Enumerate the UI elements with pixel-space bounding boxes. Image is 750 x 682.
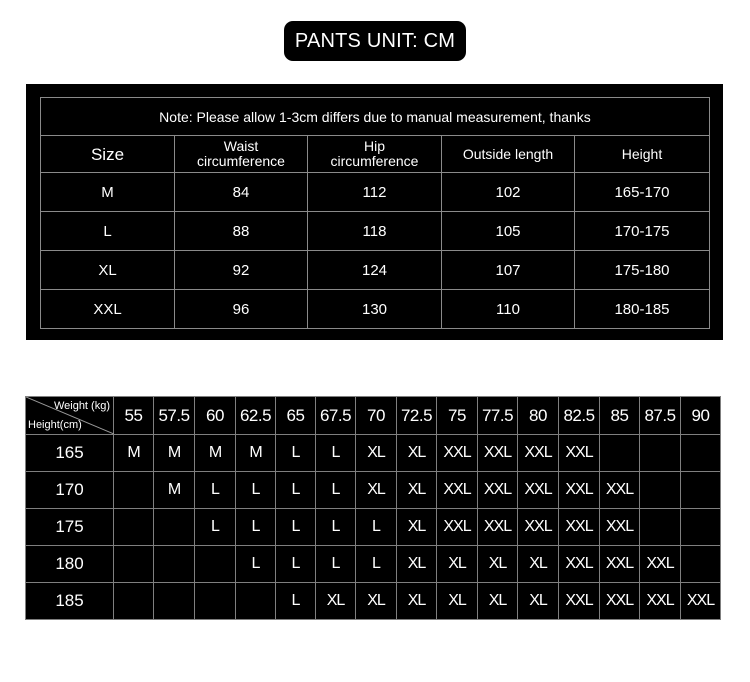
size-cell	[640, 472, 681, 509]
size-cell: XL	[518, 583, 559, 620]
measurement-cell: 102	[442, 173, 575, 212]
size-cell: XXL	[518, 509, 559, 546]
size-cell: XL	[356, 472, 397, 509]
column-header-outside-length: Outside length	[442, 136, 575, 173]
size-cell	[195, 546, 236, 583]
size-cell: XXL	[600, 472, 640, 509]
size-cell: L	[316, 546, 356, 583]
size-label-cell: XL	[41, 251, 175, 290]
size-cell: XL	[397, 472, 437, 509]
size-cell: XXL	[640, 583, 681, 620]
weight-header-cell: 60	[195, 397, 236, 435]
height-label-cell: 175	[26, 509, 114, 546]
table-row	[26, 435, 721, 472]
measurement-cell: 165-170	[575, 173, 710, 212]
measurement-cell: 175-180	[575, 251, 710, 290]
size-cell: L	[316, 509, 356, 546]
measurement-cell: 130	[308, 290, 442, 329]
size-cell: XL	[397, 546, 437, 583]
size-cell: L	[236, 472, 276, 509]
weight-header-cell: 55	[114, 397, 154, 435]
size-cell: XXL	[437, 509, 478, 546]
note-row	[41, 98, 710, 136]
size-header-row	[41, 136, 710, 173]
measurement-cell: 170-175	[575, 212, 710, 251]
size-cell: XXL	[437, 435, 478, 472]
size-cell: L	[276, 509, 316, 546]
measurement-cell: 110	[442, 290, 575, 329]
weight-header-cell: 85	[600, 397, 640, 435]
size-cell: XL	[316, 583, 356, 620]
measurement-cell: 96	[175, 290, 308, 329]
size-cell: L	[276, 435, 316, 472]
size-cell: XL	[356, 583, 397, 620]
size-cell	[640, 435, 681, 472]
size-cell: L	[276, 583, 316, 620]
weight-header-cell: 80	[518, 397, 559, 435]
size-cell: XXL	[518, 472, 559, 509]
size-cell: XXL	[478, 509, 518, 546]
size-cell	[681, 546, 721, 583]
size-cell: XL	[356, 435, 397, 472]
size-cell	[114, 472, 154, 509]
weight-header-cell: 57.5	[154, 397, 195, 435]
size-label-cell: L	[41, 212, 175, 251]
weight-height-table	[25, 396, 721, 620]
size-label-cell: XXL	[41, 290, 175, 329]
table-row	[41, 212, 710, 251]
size-cell: XL	[397, 509, 437, 546]
size-cell	[114, 509, 154, 546]
measurement-cell: 124	[308, 251, 442, 290]
size-cell: XL	[397, 435, 437, 472]
size-cell	[114, 546, 154, 583]
size-cell	[195, 583, 236, 620]
size-cell: XL	[437, 583, 478, 620]
measurement-cell: 180-185	[575, 290, 710, 329]
weight-header-cell: 62.5	[236, 397, 276, 435]
size-cell: XL	[478, 583, 518, 620]
size-cell	[681, 435, 721, 472]
size-cell: XXL	[640, 546, 681, 583]
measurement-cell: 88	[175, 212, 308, 251]
size-cell: XXL	[559, 435, 600, 472]
height-label-cell: 170	[26, 472, 114, 509]
weight-header-cell: 72.5	[397, 397, 437, 435]
corner-cell	[26, 397, 114, 435]
size-cell	[681, 472, 721, 509]
weight-axis-label: Weight (kg)	[53, 400, 110, 412]
size-cell	[154, 583, 195, 620]
weight-header-cell: 87.5	[640, 397, 681, 435]
weight-header-cell: 65	[276, 397, 316, 435]
size-label-cell: M	[41, 173, 175, 212]
table-row	[41, 173, 710, 212]
size-cell	[236, 583, 276, 620]
size-cell: L	[276, 546, 316, 583]
table-row	[26, 583, 721, 620]
size-cell: M	[154, 435, 195, 472]
table-row	[41, 251, 710, 290]
size-cell: XXL	[681, 583, 721, 620]
table-row	[41, 290, 710, 329]
table-row	[26, 509, 721, 546]
weight-header-cell: 70	[356, 397, 397, 435]
size-chart-table	[40, 97, 710, 329]
height-axis-label: Height(cm)	[28, 419, 82, 431]
size-cell: XXL	[600, 509, 640, 546]
size-cell: XXL	[518, 435, 559, 472]
size-cell	[154, 546, 195, 583]
column-header-size: Size	[41, 136, 175, 173]
weight-header-cell: 67.5	[316, 397, 356, 435]
weight-header-cell: 77.5	[478, 397, 518, 435]
weight-header-cell: 75	[437, 397, 478, 435]
size-cell: XL	[437, 546, 478, 583]
table-row	[26, 472, 721, 509]
measurement-note: Note: Please allow 1-3cm differs due to manual measurement, thanks	[41, 98, 710, 136]
size-cell: M	[114, 435, 154, 472]
table-row	[26, 546, 721, 583]
page-title-text: PANTS UNIT: CM	[294, 29, 456, 52]
size-cell: XXL	[437, 472, 478, 509]
size-cell: XXL	[559, 472, 600, 509]
size-cell	[600, 435, 640, 472]
measurement-cell: 92	[175, 251, 308, 290]
size-cell: L	[316, 435, 356, 472]
height-label-cell: 180	[26, 546, 114, 583]
measurement-cell: 118	[308, 212, 442, 251]
size-cell	[681, 509, 721, 546]
measurement-cell: 112	[308, 173, 442, 212]
measurement-cell: 105	[442, 212, 575, 251]
size-cell: XL	[518, 546, 559, 583]
size-cell: L	[356, 546, 397, 583]
height-label-cell: 185	[26, 583, 114, 620]
size-cell: XXL	[478, 435, 518, 472]
size-cell: L	[236, 546, 276, 583]
size-cell: L	[236, 509, 276, 546]
size-cell: M	[236, 435, 276, 472]
measurement-cell: 107	[442, 251, 575, 290]
measurement-cell: 84	[175, 173, 308, 212]
size-cell: L	[316, 472, 356, 509]
weight-header-cell: 82.5	[559, 397, 600, 435]
column-header-hip: Hip circumference	[308, 136, 442, 173]
size-cell	[154, 509, 195, 546]
size-rows	[41, 173, 710, 329]
size-cell: XXL	[559, 546, 600, 583]
size-cell: L	[195, 509, 236, 546]
weight-rows	[26, 435, 721, 620]
size-cell: XXL	[559, 509, 600, 546]
size-cell: M	[195, 435, 236, 472]
page-title	[284, 21, 466, 61]
height-label-cell: 165	[26, 435, 114, 472]
weight-header-row	[26, 397, 721, 435]
size-cell: XXL	[600, 583, 640, 620]
size-cell: L	[276, 472, 316, 509]
size-cell: M	[154, 472, 195, 509]
size-cell	[114, 583, 154, 620]
size-cell	[640, 509, 681, 546]
size-cell: XL	[397, 583, 437, 620]
size-cell: L	[195, 472, 236, 509]
weight-header-cell: 90	[681, 397, 721, 435]
column-header-height: Height	[575, 136, 710, 173]
size-cell: L	[356, 509, 397, 546]
size-cell: XXL	[478, 472, 518, 509]
size-chart-panel	[26, 84, 723, 340]
size-cell: XXL	[600, 546, 640, 583]
column-header-waist: Waist circumference	[175, 136, 308, 173]
size-cell: XXL	[559, 583, 600, 620]
size-cell: XL	[478, 546, 518, 583]
